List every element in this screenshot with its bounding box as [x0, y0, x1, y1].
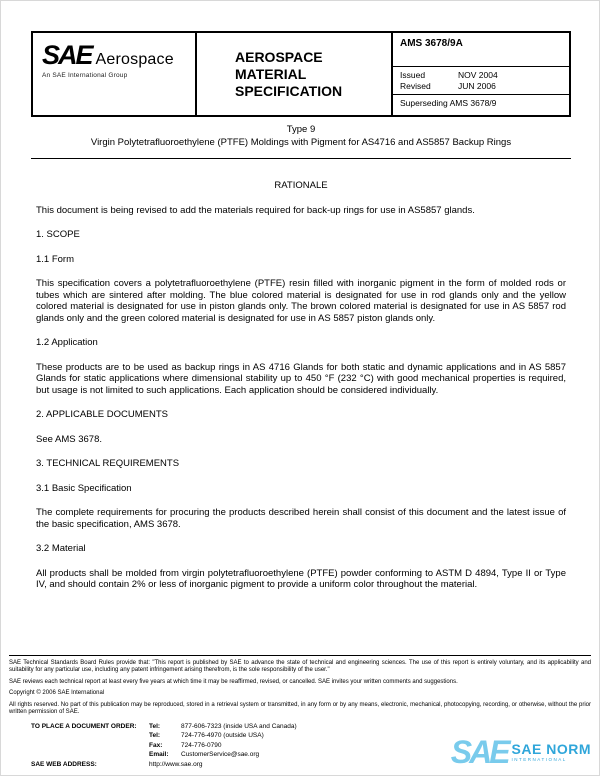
aerospace-logo-text: Aerospace: [95, 51, 174, 68]
order-fax-label: Fax:: [149, 741, 163, 749]
order-tel1-value: 877-606-7323 (inside USA and Canada): [181, 722, 297, 730]
doc-info-cell: [393, 33, 569, 115]
sae-norm-logo: [450, 734, 591, 770]
footer-review-text: SAE reviews each technical report at least every five years at which time it may be reaffirmed, revised, or cancelled. SAE invites your written comments and suggestions.: [9, 678, 458, 685]
order-spacer: [31, 741, 149, 751]
document-body: [36, 180, 566, 604]
issued-row: [400, 70, 562, 81]
para-material: All products shall be molded from virgin polytetrafluoroethylene (PTFE) powder conforming to ASTM D 4894, Type II or Type IV, and should contain 2% or less of inorganic pigment to provide a uniform color throughout the material.: [36, 567, 566, 590]
sae-norm-name: SAE NORM: [511, 741, 591, 757]
para-basic-specification: The complete requirements for procuring the products described herein shall consist of this document and the latest issue of the basic specification, AMS 3678.: [36, 507, 566, 530]
footer-copyright: Copyright © 2006 SAE International: [9, 690, 105, 696]
web-address-link[interactable]: http://www.sae.org: [149, 760, 203, 768]
revised-row: [400, 81, 562, 92]
footer-rights-text: All rights reserved. No part of this publication may be reproduced, stored in a retrieval system or transmitted, in any form or by any means, electronic, mechanical, photocopying, recording, or otherwise, without the prior written permission of SAE.: [9, 701, 591, 715]
section-heading-technical-requirements: 3. TECHNICAL REQUIREMENTS: [36, 458, 180, 469]
document-footer: [1, 655, 599, 770]
section-heading-basic-specification: 3.1 Basic Specification: [36, 482, 132, 494]
revised-date: JUN 2006: [458, 80, 496, 91]
spec-title-cell: [197, 33, 393, 115]
section-heading-application: 1.2 Application: [36, 337, 98, 348]
order-tel1-label: Tel:: [149, 722, 161, 730]
spec-header: [31, 31, 571, 117]
order-email-label: Email:: [149, 751, 169, 758]
logo-wordmark: [42, 42, 189, 68]
order-tel2-label: Tel:: [149, 732, 161, 739]
footer-rules-text: SAE Technical Standards Board Rules provide that: "This report is published by SAE to advance the state of technical and engineering sciences. The use of this report is entirely voluntary, and its applicability and suitability for any particular use, including any patent infringement arising therefrom, is the sole responsibility of the user.": [9, 659, 591, 673]
revision-dates: [393, 67, 569, 95]
para-application: These products are to be used as backup rings in AS 4716 Glands for both static and dynamic applications and in AS 5857 Glands for static applications where dimensional stability up to 450 °F (232 °C) with good mechanical properties is required, but usage is not limited to such applications. Each application should be considered individually.: [36, 361, 566, 396]
para-form: This specification covers a polytetrafluoroethylene (PTFE) resin filled with inorganic pigment in the form of molded rods or tubes which are sintered after molding. The blue colored material is designated for use in rod glands only and the yellow colored material is designated for use in piston glands only. The brown colored material is designated for use in AS 5857 rod glands only and the green colored material is designated for use in AS 5857 piston glands only.: [36, 278, 566, 324]
rationale-heading: RATIONALE: [274, 180, 328, 191]
sae-norm-brand-icon: SAE: [450, 734, 508, 770]
web-address-label: SAE WEB ADDRESS:: [31, 760, 97, 768]
email-link[interactable]: CustomerService@sae.org: [181, 751, 260, 758]
sae-norm-tagline: INTERNATIONAL: [511, 757, 567, 762]
footer-divider: [9, 655, 591, 656]
sae-aerospace-logo: [33, 33, 197, 115]
doc-number: AMS 3678/9A: [393, 33, 569, 67]
sae-logo-text: SAE: [42, 40, 92, 70]
rationale-text: This document is being revised to add the materials required for back-up rings for use in AS5857 glands.: [36, 204, 475, 216]
issued-label: Issued: [400, 70, 426, 80]
spec-title: AEROSPACE MATERIAL SPECIFICATION: [235, 48, 343, 99]
document-title-block: [31, 117, 571, 159]
para-applicable-documents: See AMS 3678.: [36, 433, 103, 445]
order-tel2-value: 724-776-4970 (outside USA): [181, 732, 264, 739]
section-heading-scope: 1. SCOPE: [36, 229, 80, 240]
order-fax-value: 724-776-0790: [181, 741, 222, 749]
order-spacer: [31, 750, 149, 760]
issued-date: NOV 2004: [458, 70, 498, 80]
revised-label: Revised: [400, 80, 431, 91]
superseding-note: Superseding AMS 3678/9: [400, 98, 497, 108]
section-heading-applicable-documents: 2. APPLICABLE DOCUMENTS: [36, 409, 168, 420]
order-label: TO PLACE A DOCUMENT ORDER:: [31, 722, 137, 730]
sae-norm-wordmark: [512, 742, 591, 762]
order-spacer: [31, 731, 149, 741]
section-heading-material: 3.2 Material: [36, 543, 86, 554]
logo-tagline: An SAE International Group: [42, 72, 128, 79]
type-line: Type 9: [286, 124, 316, 135]
document-title: Virgin Polytetrafluoroethylene (PTFE) Moldings with Pigment for AS4716 and AS5857 Backup Rings: [90, 137, 512, 148]
section-heading-form: 1.1 Form: [36, 253, 75, 265]
